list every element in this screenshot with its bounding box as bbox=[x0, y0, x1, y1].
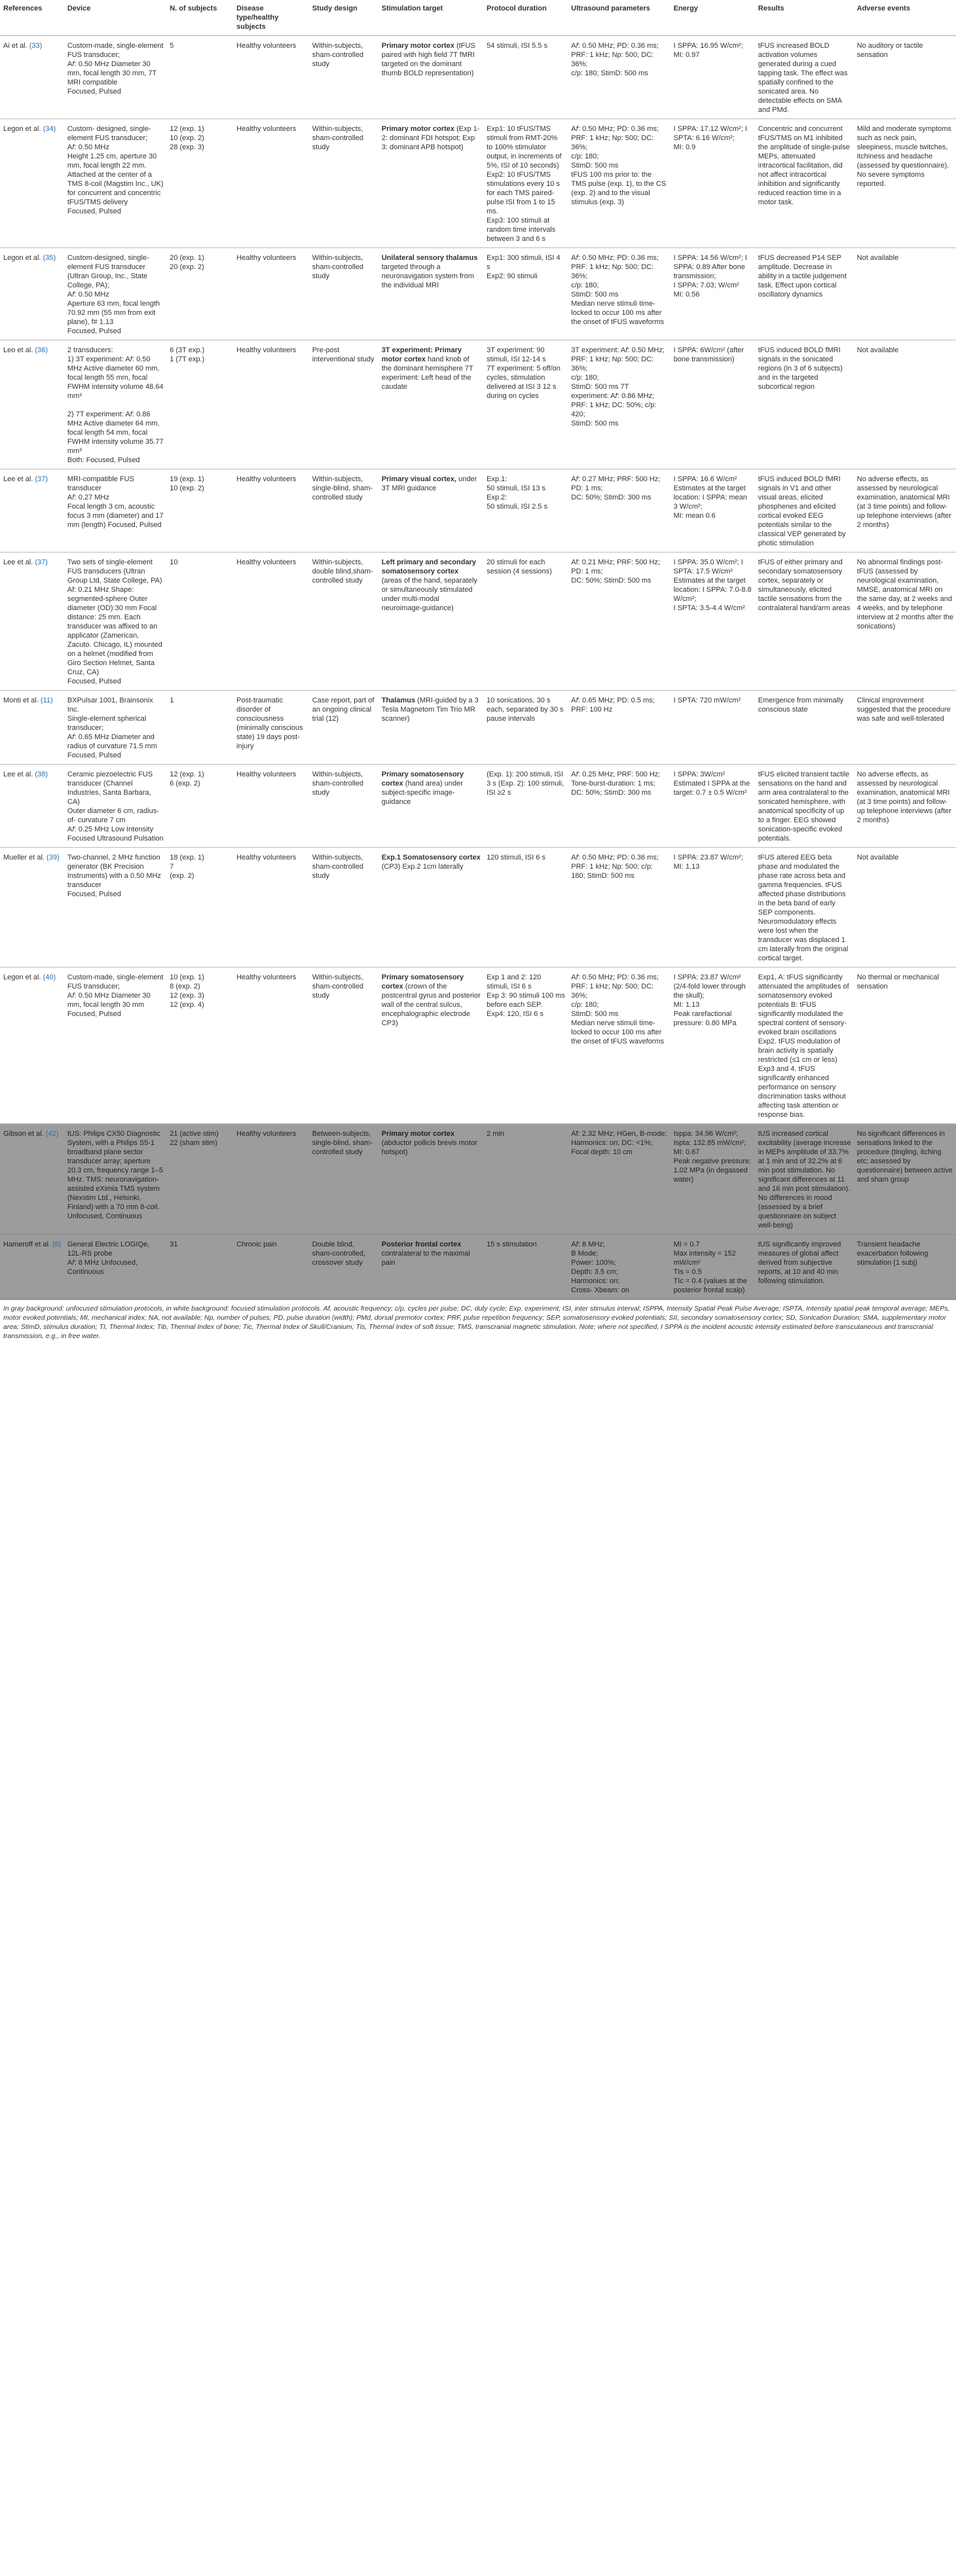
table-row bbox=[0, 968, 956, 1124]
energy-cell: Isppa: 34.96 W/cm²; Ispta: 132.85 mW/cm²; MI: 0.67 Peak negative pressure: 1.02 MPa (in degassed water) bbox=[671, 1124, 755, 1235]
target-region: Primary visual cortex, bbox=[381, 475, 457, 483]
n-cell: 1 bbox=[166, 691, 233, 765]
target-region: Primary motor cortex bbox=[381, 42, 454, 50]
design-cell: Case report, part of an ongoing clinical trial (12) bbox=[309, 691, 378, 765]
n-cell: 18 (exp. 1) 7 (exp. 2) bbox=[166, 848, 233, 968]
table-body bbox=[0, 36, 956, 1299]
ultrasound-cell: 3T experiment: A𝑓: 0.50 MHz; PRF: 1 kHz; Np: 500; DC: 36%; c/p: 180; StimD: 500 ms 7T experiment: A𝑓: 0.86 MHz; PRF: 1 kHz; DC: 50%; c/p: 420; StimD: 500 ms bbox=[568, 340, 670, 469]
target-detail: (hand area) under subject-specific image-guidance bbox=[381, 780, 463, 806]
target-detail: (crown of the postcentral gyrus and posterior wall of the central sulcus, encephalographic electrode CP3) bbox=[381, 983, 481, 1027]
device-cell: 2 transducers: 1) 3T experiment: A𝑓: 0.50 MHz Active diameter 60 mm, focal length 55 mm, focal FWHM intensity volume 48.64 mm³ 2) 7T experiment: A𝑓: 0.86 MHz Active diameter 64 mm, focal length 54 mm, focal FWHM intensity volume 35.77 mm³ Both: Focused, Pulsed bbox=[64, 340, 166, 469]
energy-cell: I SPTA: 720 mW/cm² bbox=[671, 691, 755, 765]
disease-cell: Healthy volunteers bbox=[233, 968, 309, 1124]
reference-author: Ai et al. bbox=[3, 42, 28, 50]
design-cell: Within-subjects, single-blind, sham-controlled study bbox=[309, 469, 378, 553]
results-cell: tFUS increased BOLD activation volumes generated during a cued tapping task. The effect was spatially confined to the sonicated area. No detectable effects on SMA and PMd. bbox=[755, 36, 854, 119]
design-cell: Within-subjects, sham-controlled study bbox=[309, 765, 378, 848]
disease-cell: Healthy volunteers bbox=[233, 340, 309, 469]
reference-author: Legon et al. bbox=[3, 125, 41, 133]
protocol-cell: Exp 1 and 2: 120 stimuli, ISI 6 s Exp 3: 90 stimuli 100 ms before each SEP. Exp4: 120, ISI 6 s bbox=[483, 968, 568, 1124]
ultrasound-cell: A𝑓: 0.65 MHz; PD: 0.5 ms; PRF: 100 Hz bbox=[568, 691, 670, 765]
design-cell: Within-subjects, double blind,sham-controlled study bbox=[309, 553, 378, 691]
adverse-cell: No thermal or mechanical sensation bbox=[854, 968, 956, 1124]
ultrasound-cell: Af: 0.21 MHz; PRF: 500 Hz; PD: 1 ms; DC: 50%; StimD: 500 ms bbox=[568, 553, 670, 691]
reference-link[interactable]: (40) bbox=[43, 973, 56, 981]
target-cell bbox=[378, 968, 483, 1124]
target-cell bbox=[378, 340, 483, 469]
energy-cell: I SPPA: 14.56 W/cm²; I SPPA: 0.89 After bone transmission; I SPPA: 7.03; W/cm² MI: 0.56 bbox=[671, 248, 755, 340]
target-detail: targeted through a neuronavigation system from the individual MRI bbox=[381, 263, 474, 289]
disease-cell: Post-traumatic disorder of consciousness (minimally conscious state) 19 days post-injury bbox=[233, 691, 309, 765]
reference-cell bbox=[0, 968, 64, 1124]
header-n-subjects: N. of subjects bbox=[166, 0, 233, 36]
target-cell bbox=[378, 691, 483, 765]
disease-cell: Healthy volunteers bbox=[233, 848, 309, 968]
reference-cell bbox=[0, 765, 64, 848]
reference-author: Lee et al. bbox=[3, 771, 33, 778]
results-cell: tUS significantly improved measures of global affect derived from subjective reports, at 10 and 40 min following stimulation. bbox=[755, 1235, 854, 1299]
reference-link[interactable]: (36) bbox=[35, 346, 48, 354]
device-cell: Custom-designed, single-element FUS transducer (Ultran Group, Inc., State College, PA); A𝑓: 0.50 MHz Aperture 63 mm, focal length 70.92 mm (55 mm from exit plane), f# 1.13 Focused, Pulsed bbox=[64, 248, 166, 340]
target-region: 3T experiment: Primary motor cortex bbox=[381, 346, 462, 363]
n-cell: 19 (exp. 1) 10 (exp. 2) bbox=[166, 469, 233, 553]
reference-link[interactable]: (11) bbox=[40, 697, 53, 704]
target-cell bbox=[378, 248, 483, 340]
target-region: Exp.1 Somatosensory cortex bbox=[381, 854, 481, 862]
disease-cell: Healthy volunteers bbox=[233, 248, 309, 340]
device-cell: Custom-made, single-element FUS transducer; A𝑓: 0.50 MHz Diameter 30 mm, focal length 30 mm Focused, Pulsed bbox=[64, 968, 166, 1124]
table-row bbox=[0, 848, 956, 968]
energy-cell: I SPPA: 3W/cm² Estimated I SPPA at the target: 0.7 ± 0.5 W/cm² bbox=[671, 765, 755, 848]
target-region: Primary somatosensory cortex bbox=[381, 771, 464, 788]
energy-cell: I SPPA: 6W/cm² (after bone transmission) bbox=[671, 340, 755, 469]
n-cell: 20 (exp. 1) 20 (exp. 2) bbox=[166, 248, 233, 340]
n-cell: 12 (exp. 1) 6 (exp. 2) bbox=[166, 765, 233, 848]
protocol-cell: 120 stimuli, ISI 6 s bbox=[483, 848, 568, 968]
target-detail: (areas of the hand, separately or simultaneously stimulated under multi-modal neuroimage-guidance) bbox=[381, 577, 477, 612]
ultrasound-cell: A𝑓: 0.27 MHz; PRF: 500 Hz; PD: 1 ms; DC: 50%; StimD: 300 ms bbox=[568, 469, 670, 553]
header-disease: Disease type/healthy subjects bbox=[233, 0, 309, 36]
device-cell: BXPulsar 1001, Brainsonix Inc. Single-element spherical transducer; A𝑓: 0.65 MHz Diameter and radius of curvature 71.5 mm Focused, Pulsed bbox=[64, 691, 166, 765]
table-row bbox=[0, 1235, 956, 1299]
target-detail: (tFUS paired with high field 7T fMRI targeted on the dominant thumb BOLD representation) bbox=[381, 42, 475, 77]
target-region: Thalamus bbox=[381, 697, 416, 704]
design-cell: Within-subjects, sham-controlled study bbox=[309, 848, 378, 968]
target-detail: under 3T MRI guidance bbox=[381, 475, 477, 492]
results-cell: tFUS induced BOLD fMRI signals in V1 and other visual areas, elicited phosphenes and elicited cortical evoked EEG potentials similar to the classical VEP generated by photic stimulation bbox=[755, 469, 854, 553]
reference-cell bbox=[0, 691, 64, 765]
protocol-cell: 10 sonications, 30 s each, separated by 30 s pause intervals bbox=[483, 691, 568, 765]
reference-cell bbox=[0, 36, 64, 119]
adverse-cell: No adverse effects, as assessed by neurological examination, anatomical MRI (at 3 time points) and follow-up telephone interviews (after 2 months) bbox=[854, 469, 956, 553]
table-row bbox=[0, 248, 956, 340]
results-cell: tFUS induced BOLD fMRI signals in the sonicated regions (in 3 of 6 subjects) and in the targeted subcortical region bbox=[755, 340, 854, 469]
adverse-cell: No significant differences in sensations linked to the procedure (tingling, itching etc; assessed by questionnaire) between active and sham group bbox=[854, 1124, 956, 1235]
target-cell bbox=[378, 469, 483, 553]
target-region: Primary somatosensory cortex bbox=[381, 973, 464, 990]
reference-cell bbox=[0, 553, 64, 691]
design-cell: Within-subjects, sham-controlled study bbox=[309, 36, 378, 119]
target-detail: contralateral to the maximal pain bbox=[381, 1250, 470, 1267]
protocol-cell: Exp.1: 50 stimuli, ISI 13 s Exp.2: 50 stimuli, ISI 2.5 s bbox=[483, 469, 568, 553]
device-cell: Ceramic piezoelectric FUS transducer (Channel Industries, Santa Barbara, CA) Outer diameter 6 cm, radius-of- curvature 7 cm A𝑓: 0.25 MHz Low Intensity Focused Ultrasound Pulsation bbox=[64, 765, 166, 848]
device-cell: Two-channel, 2 MHz function generator (BK Precision Instruments) with a 0.50 MHz transducer Focused, Pulsed bbox=[64, 848, 166, 968]
n-cell: 31 bbox=[166, 1235, 233, 1299]
protocol-cell: 3T experiment: 90 stimuli, ISI 12-14 s 7T experiment: 5 off/on cycles, stimulation delivered at ISI 3 12 s during on cycles bbox=[483, 340, 568, 469]
disease-cell: Healthy volunteers bbox=[233, 119, 309, 248]
design-cell: Pre-post interventional study bbox=[309, 340, 378, 469]
design-cell: Between-subjects, single-blind, sham-controlled study bbox=[309, 1124, 378, 1235]
ultrasound-cell: A𝑓: 0.50 MHz; PD: 0.36 ms; PRF: 1 kHz; Np: 500; DC: 36%; c/p: 180; StimD: 500 ms tFUS 100 ms prior to: the TMS pulse (exp. 1), to the CS (exp. 2) and to the visual stimulus (exp. 3) bbox=[568, 119, 670, 248]
disease-cell: Healthy volunteers bbox=[233, 469, 309, 553]
header-device: Device bbox=[64, 0, 166, 36]
reference-link[interactable]: (38) bbox=[35, 771, 48, 778]
disease-cell: Healthy volunteers bbox=[233, 553, 309, 691]
energy-cell: MI = 0.7 Max intensity = 152 mW/cm² TIs = 0.5 TIc = 0.4 (values at the posterior frontal scalp) bbox=[671, 1235, 755, 1299]
protocol-cell: 54 stimuli, ISI 5.5 s bbox=[483, 36, 568, 119]
table-row bbox=[0, 340, 956, 469]
target-region: Posterior frontal cortex bbox=[381, 1241, 462, 1248]
target-detail: (CP3) Exp.2 1cm laterally bbox=[381, 863, 464, 871]
reference-link[interactable]: (8) bbox=[52, 1241, 62, 1248]
protocol-cell: Exp1: 300 stimuli, ISI 4 s Exp2: 90 stimuli bbox=[483, 248, 568, 340]
device-cell: Custom- designed, single-element FUS transducer; A𝑓: 0.50 MHz Height 1.25 cm, aperture 30 mm, focal length 22 mm. Attached at the center of a TMS 8-coil (Magstim Inc., UK) for concurrent and concentric tFUS/TMS delivery Focused, Pulsed bbox=[64, 119, 166, 248]
ultrasound-cell: A𝑓: 0.50 MHz; PD: 0.36 ms; PRF: 1 kHz; Np: 500; c/p: 180; StimD: 500 ms bbox=[568, 848, 670, 968]
reference-link[interactable]: (34) bbox=[43, 125, 56, 133]
device-cell: Two sets of single-element FUS transducers (Ultran Group Ltd, State College, PA) Af: 0.21 MHz Shape: segmented-sphere Outer diameter (OD):30 mm Focal distance: 25 mm. Each transducer was affixed to an applicator (Zamerican, Zacuto. Chicago, IL) mounted on a helmet (modified from Giro Section Helmet, Santa Cruz, CA) Focused, Pulsed bbox=[64, 553, 166, 691]
adverse-cell: Clinical improvement suggested that the procedure was safe and well-tolerated bbox=[854, 691, 956, 765]
adverse-cell: Transient headache exacerbation following stimulation (1 subj) bbox=[854, 1235, 956, 1299]
reference-cell bbox=[0, 1124, 64, 1235]
target-detail: (MRI-guided by a 3 Tesla Magnetom Tim Trio MR scanner) bbox=[381, 697, 479, 723]
results-cell: tFUS of either primary and secondary somatosensory cortex, separately or simultaneously, elicited tactile sensations from the contralateral hand/arm areas bbox=[755, 553, 854, 691]
protocol-cell: (Exp. 1): 200 stimuli, ISI 3 s (Exp. 2): 100 stimuli, ISI ≥2 s bbox=[483, 765, 568, 848]
device-cell: Custom-made, single-element FUS transducer; A𝑓: 0.50 MHz Diameter 30 mm, focal length 30 mm, 7T MRI compatible Focused, Pulsed bbox=[64, 36, 166, 119]
table-row bbox=[0, 36, 956, 119]
results-cell: tUS increased cortical excitability (average increase in MEPs amplitude of 33.7% at 1 min and of 32.2% at 6 min post stimulation. No significant differences at 11 and 16 min post stimulation). No differences in mood (assessed by a brief questionnaire on subject well-being) bbox=[755, 1124, 854, 1235]
target-cell bbox=[378, 765, 483, 848]
target-detail: (Exp 1-2: dominant FDI hotspot; Exp 3: dominant APB hotspot) bbox=[381, 125, 480, 151]
energy-cell: I SPPA: 16.6 W/cm² Estimates at the target location: I SPPA: mean 3 W/cm²; MI: mean 0.6 bbox=[671, 469, 755, 553]
table-row bbox=[0, 691, 956, 765]
adverse-cell: Not available bbox=[854, 248, 956, 340]
header-study-design: Study design bbox=[309, 0, 378, 36]
target-detail: (abductor pollicis brevis motor hotspot) bbox=[381, 1139, 477, 1156]
results-cell: tFUS decreased P14 SEP amplitude. Decrease in ability in a tactile judgement task. Effect upon cortical oscillatory dynamics bbox=[755, 248, 854, 340]
design-cell: Within-subjects, sham-controlled study bbox=[309, 248, 378, 340]
header-stimulation-target: Stimulation target bbox=[378, 0, 483, 36]
n-cell: 5 bbox=[166, 36, 233, 119]
reference-cell bbox=[0, 848, 64, 968]
energy-cell: I SPPA: 23.87 W/cm² (2/4-fold lower through the skull); MI: 1.13 Peak rarefactional pressure: 0.80 MPa bbox=[671, 968, 755, 1124]
adverse-cell: No auditory or tactile sensation bbox=[854, 36, 956, 119]
reference-cell bbox=[0, 340, 64, 469]
adverse-cell: No adverse effects, as assessed by neurological examination, anatomical MRI (at 3 time points) and follow-up telephone interviews (after 2 months) bbox=[854, 765, 956, 848]
ultrasound-cell: A𝑓: 8 MHz; B Mode; Power: 100%; Depth: 3.5 cm; Harmonics: on; Cross- Xbeam: on bbox=[568, 1235, 670, 1299]
header-ultrasound-parameters: Ultrasound parameters bbox=[568, 0, 670, 36]
header-protocol-duration: Protocol duration bbox=[483, 0, 568, 36]
reference-author: Legon et al. bbox=[3, 973, 41, 981]
table-row bbox=[0, 119, 956, 248]
reference-author: Gibson et al. bbox=[3, 1130, 44, 1138]
design-cell: Within-subjects, sham-controlled study bbox=[309, 119, 378, 248]
header-row bbox=[0, 0, 956, 36]
target-cell bbox=[378, 1124, 483, 1235]
target-cell bbox=[378, 553, 483, 691]
adverse-cell: Not available bbox=[854, 848, 956, 968]
n-cell: 10 (exp. 1) 8 (exp. 2) 12 (exp. 3) 12 (exp. 4) bbox=[166, 968, 233, 1124]
reference-link[interactable]: (39) bbox=[46, 854, 60, 862]
reference-link[interactable]: (35) bbox=[43, 254, 56, 262]
reference-author: Hameroff et al. bbox=[3, 1241, 50, 1248]
energy-cell: I SPPA: 23.87 W/cm²; MI: 1.13 bbox=[671, 848, 755, 968]
table-row bbox=[0, 469, 956, 553]
reference-author: Lee et al. bbox=[3, 475, 33, 483]
header-adverse-events: Adverse events bbox=[854, 0, 956, 36]
design-cell: Double blind, sham-controlled, crossover study bbox=[309, 1235, 378, 1299]
ultrasound-cell: Af: 2.32 MHz; HGen, B-mode; Harmonics: on; DC: <1%; Focal depth: 10 cm bbox=[568, 1124, 670, 1235]
results-cell: tFUS altered EEG beta phase and modulated the phase rate across beta and gamma frequencies. tFUS affected phase distributions in the beta band of early SEP components. Neuromodulatory effects were lost when the transducer was displaced 1 cm laterally from the original cortical target. bbox=[755, 848, 854, 968]
n-cell: 6 (3T exp.) 1 (7T exp.) bbox=[166, 340, 233, 469]
target-region: Primary motor cortex bbox=[381, 1130, 454, 1138]
table-row bbox=[0, 1124, 956, 1235]
target-cell bbox=[378, 36, 483, 119]
device-cell: General Electric LOGIQe, 12L-RS probe A𝑓: 8 MHz Unfocused, Continuous bbox=[64, 1235, 166, 1299]
results-cell: Concentric and concurrent tFUS/TMS on M1 inhibited the amplitude of single-pulse MEPs, attenuated intracortical facilitation, did not affect intracortical inhibition and significantly reduced reaction time in a motor task. bbox=[755, 119, 854, 248]
ultrasound-cell: A𝑓: 0.50 MHz; PD: 0.36 ms; PRF: 1 kHz; Np: 500; DC: 36%; c/p: 180; StimD: 500 ms bbox=[568, 36, 670, 119]
reference-link[interactable]: (37) bbox=[35, 558, 48, 566]
header-results: Results bbox=[755, 0, 854, 36]
reference-author: Leo et al. bbox=[3, 346, 33, 354]
reference-author: Mueller et al. bbox=[3, 854, 45, 862]
results-cell: Exp1, A: tFUS significantly attenuated the amplitudes of somatosensory evoked potentials B: tFUS significantly modulated the spectral content of sensory-evoked brain oscillations Exp2. tFUS modulation of brain activity is spatially restricted (≤1 cm or less) Exp3 and 4. tFUS significantly enhanced performance on sensory discrimination tasks without affecting task attention or response bias. bbox=[755, 968, 854, 1124]
disease-cell: Healthy volunteers bbox=[233, 1124, 309, 1235]
n-cell: 10 bbox=[166, 553, 233, 691]
disease-cell: Chronic pain bbox=[233, 1235, 309, 1299]
target-detail: hand knob of the dominant hemisphere 7T experiment: Left head of the caudate bbox=[381, 355, 473, 391]
reference-link[interactable]: (37) bbox=[35, 475, 48, 483]
adverse-cell: Not available bbox=[854, 340, 956, 469]
disease-cell: Healthy volunteers bbox=[233, 765, 309, 848]
ultrasound-cell: A𝑓: 0.50 MHz; PD: 0.36 ms; PRF: 1 kHz; Np: 500; DC: 36%; c/p: 180; StimD: 500 ms Median nerve stimuli time-locked to occur 100 ms after the onset of tFUS waveforms bbox=[568, 968, 670, 1124]
adverse-cell: No abnormal findings post-tFUS (assessed by neurological examination, MMSE, anatomical MRI on the same day, at 2 weeks and 4 weeks, and by telephone interview at 2 months after the sonications) bbox=[854, 553, 956, 691]
n-cell: 21 (active stim) 22 (sham stim) bbox=[166, 1124, 233, 1235]
protocol-cell: 20 stimuli for each session (4 sessions) bbox=[483, 553, 568, 691]
device-cell: MRI-compatible FUS transducer A𝑓: 0.27 MHz Focal length 3 cm, acoustic focus 3 mm (diameter) and 17 mm (length) Focused, Pulsed bbox=[64, 469, 166, 553]
reference-cell bbox=[0, 469, 64, 553]
design-cell: Within-subjects, sham-controlled study bbox=[309, 968, 378, 1124]
reference-author: Legon et al. bbox=[3, 254, 41, 262]
protocol-cell: Exp1: 10 tFUS/TMS stimuli from RMT-20% to 100% stimulator output, in increments of 5%, ISI of 10 seconds) Exp2: 10 tFUS/TMS stimulations every 10 s for each TMS paired-pulse ISI from 1 to 15 ms. Exp3: 100 stimuli at random time intervals between 3 and 6 s bbox=[483, 119, 568, 248]
reference-cell bbox=[0, 119, 64, 248]
reference-author: Monti et al. bbox=[3, 697, 39, 704]
energy-cell: I SPPA: 35.0 W/cm²; I SPTA: 17.5 W/cm² Estimates at the target location: I SPPA: 7.0-8.8 W/cm²; I SPTA: 3.5-4.4 W/cm² bbox=[671, 553, 755, 691]
reference-link[interactable]: (33) bbox=[29, 42, 43, 50]
protocol-cell: 15 s stimulation bbox=[483, 1235, 568, 1299]
target-region: Left primary and secondary somatosensory cortex bbox=[381, 558, 477, 575]
energy-cell: I SPPA: 17.12 W/cm²; I SPTA: 6.16 W/cm²; MI: 0.9 bbox=[671, 119, 755, 248]
reference-cell bbox=[0, 1235, 64, 1299]
adverse-cell: Mild and moderate symptoms such as neck pain, sleepiness, muscle twitches, itchiness and headache (assessed by questionnaire). No severe symptoms reported. bbox=[854, 119, 956, 248]
results-cell: Emergence from minimally conscious state bbox=[755, 691, 854, 765]
target-region: Primary motor cortex bbox=[381, 125, 454, 133]
table-row bbox=[0, 765, 956, 848]
reference-link[interactable]: (42) bbox=[45, 1130, 59, 1138]
reference-cell bbox=[0, 248, 64, 340]
ultrasound-cell: A𝑓: 0.50 MHz; PD: 0.36 ms; PRF: 1 kHz; Np: 500; DC: 36%; c/p: 180; StimD: 500 ms Median nerve stimuli time-locked to occur 100 ms after the onset of tFUS waveforms bbox=[568, 248, 670, 340]
header-energy: Energy bbox=[671, 0, 755, 36]
ultrasound-cell: A𝑓: 0.25 MHz; PRF: 500 Hz; Tone-burst-duration: 1 ms; DC: 50%; StimD: 300 ms bbox=[568, 765, 670, 848]
device-cell: tUS: Philips CX50 Diagnostic System, with a Philips S5-1 broadband plane sector transducer array; aperture 20.3 cm, frequency range 1–5 MHz. TMS: neuronavigation-assisted eXimia TMS system (Nexstim Ltd., Helsinki, Finland) with a 70 mm 8-coil. Unfocused, Continuous bbox=[64, 1124, 166, 1235]
table-row bbox=[0, 553, 956, 691]
results-cell: tFUS elicited transient tactile sensations on the hand and arm area contralateral to the sonicated hemisphere, with anatomical specificity of up to a finger. EEG showed sonication-specific evoked potentials. bbox=[755, 765, 854, 848]
target-cell bbox=[378, 848, 483, 968]
target-region: Unilateral sensory thalamus bbox=[381, 254, 478, 262]
table-footnote: In gray background: unfocused stimulation protocols, in white background: focused stimulation protocols. Af, acoustic frequency; c/p, cycles per pulse; DC, duty cycle; Exp, experiment; ISI, inter stimulus interval; ISPPA, Intensity Spatial Peak Pulse Average; ISPTA, Intensity spatial peak temporal average; MEPs, motor evoked potentials; MI, mechanical index; NA, not available; Np, number of pulses; PD, pulse duration (width); PMd, dorsal premotor cortex; PRF, pulse repetition frequency; SEP, somatosensory evoked potentials; SII, secondary somatosensory cortex; SD, Sonication Duration; SMA, supplementary motor area; StimD, stimulus duration; TI, Thermal Index; Tib, Thermal Index of bone; Tic, Thermal Index of Skull/Cranium; Tis, Thermal Index of soft tissue; TMS, transcranial magnetic stimulation. Note; where not specified, I SPPA is the incident acoustic intensity estimated before transcutaneous and transcranial transmission, e.g., in free water. bbox=[0, 1299, 956, 1345]
n-cell: 12 (exp. 1) 10 (exp. 2) 28 (exp. 3) bbox=[166, 119, 233, 248]
disease-cell: Healthy volunteers bbox=[233, 36, 309, 119]
protocol-cell: 2 min bbox=[483, 1124, 568, 1235]
target-cell bbox=[378, 1235, 483, 1299]
reference-author: Lee et al. bbox=[3, 558, 33, 566]
header-references: References bbox=[0, 0, 64, 36]
target-cell bbox=[378, 119, 483, 248]
energy-cell: I SPPA: 16.95 W/cm²; MI: 0.97 bbox=[671, 36, 755, 119]
